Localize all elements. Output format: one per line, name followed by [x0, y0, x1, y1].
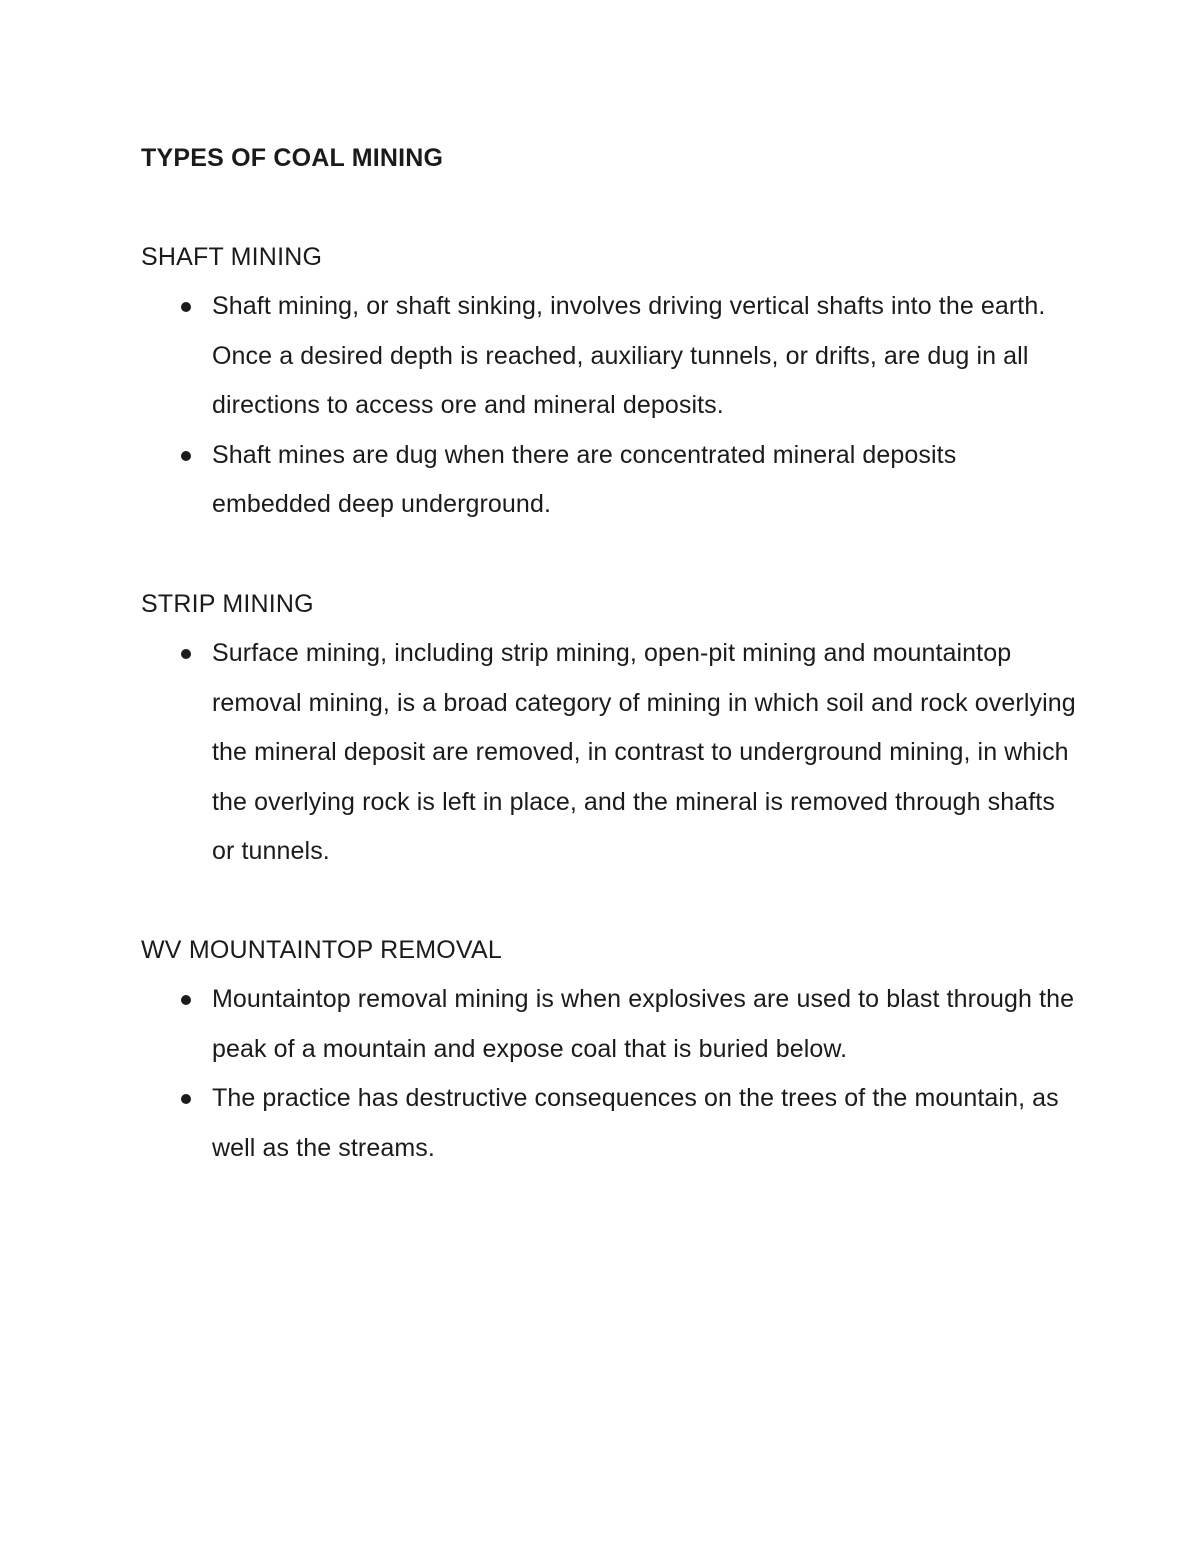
- bullet-icon: [181, 451, 191, 461]
- bullet-icon: [181, 995, 191, 1005]
- list-item: [141, 629, 1081, 877]
- list-item: [141, 975, 1081, 1074]
- list-item-text: Surface mining, including strip mining, open-pit mining and mountaintop removal mining, is a broad category of mining in which soil and rock overlying the mineral deposit are removed, in contrast to underground mining, in which the overlying rock is left in place, and the mineral is removed through shafts or tunnels.: [212, 639, 1076, 866]
- list-item: [141, 282, 1081, 431]
- list-item: [141, 1074, 1081, 1173]
- bullet-list: [141, 282, 1081, 530]
- list-item-text: Shaft mines are dug when there are concentrated mineral deposits embedded deep underground.: [212, 440, 957, 519]
- section-strip-mining: [141, 587, 1081, 877]
- section-wv-mountaintop-removal: [141, 933, 1081, 1173]
- list-item-text: The practice has destructive consequences on the trees of the mountain, as well as the streams.: [212, 1084, 1059, 1162]
- list-item-text: Mountaintop removal mining is when explosives are used to blast through the peak of a mountain and expose coal that is buried below.: [212, 985, 1075, 1063]
- section-heading: WV MOUNTAINTOP REMOVAL: [141, 936, 502, 964]
- page-title: TYPES OF COAL MINING: [141, 144, 444, 172]
- bullet-list: [141, 975, 1081, 1173]
- bullet-icon: [181, 1094, 191, 1104]
- section-heading: STRIP MINING: [141, 590, 314, 618]
- list-item: [141, 431, 1081, 530]
- section-heading: SHAFT MINING: [141, 243, 323, 271]
- bullet-list: [141, 629, 1081, 877]
- section-shaft-mining: [141, 240, 1081, 530]
- bullet-icon: [181, 649, 191, 659]
- bullet-icon: [181, 302, 191, 312]
- list-item-text: Shaft mining, or shaft sinking, involves driving vertical shafts into the earth. Once a desired depth is reached, auxiliary tunnels, or drifts, are dug in all directions to access ore and mineral deposits.: [212, 292, 1046, 420]
